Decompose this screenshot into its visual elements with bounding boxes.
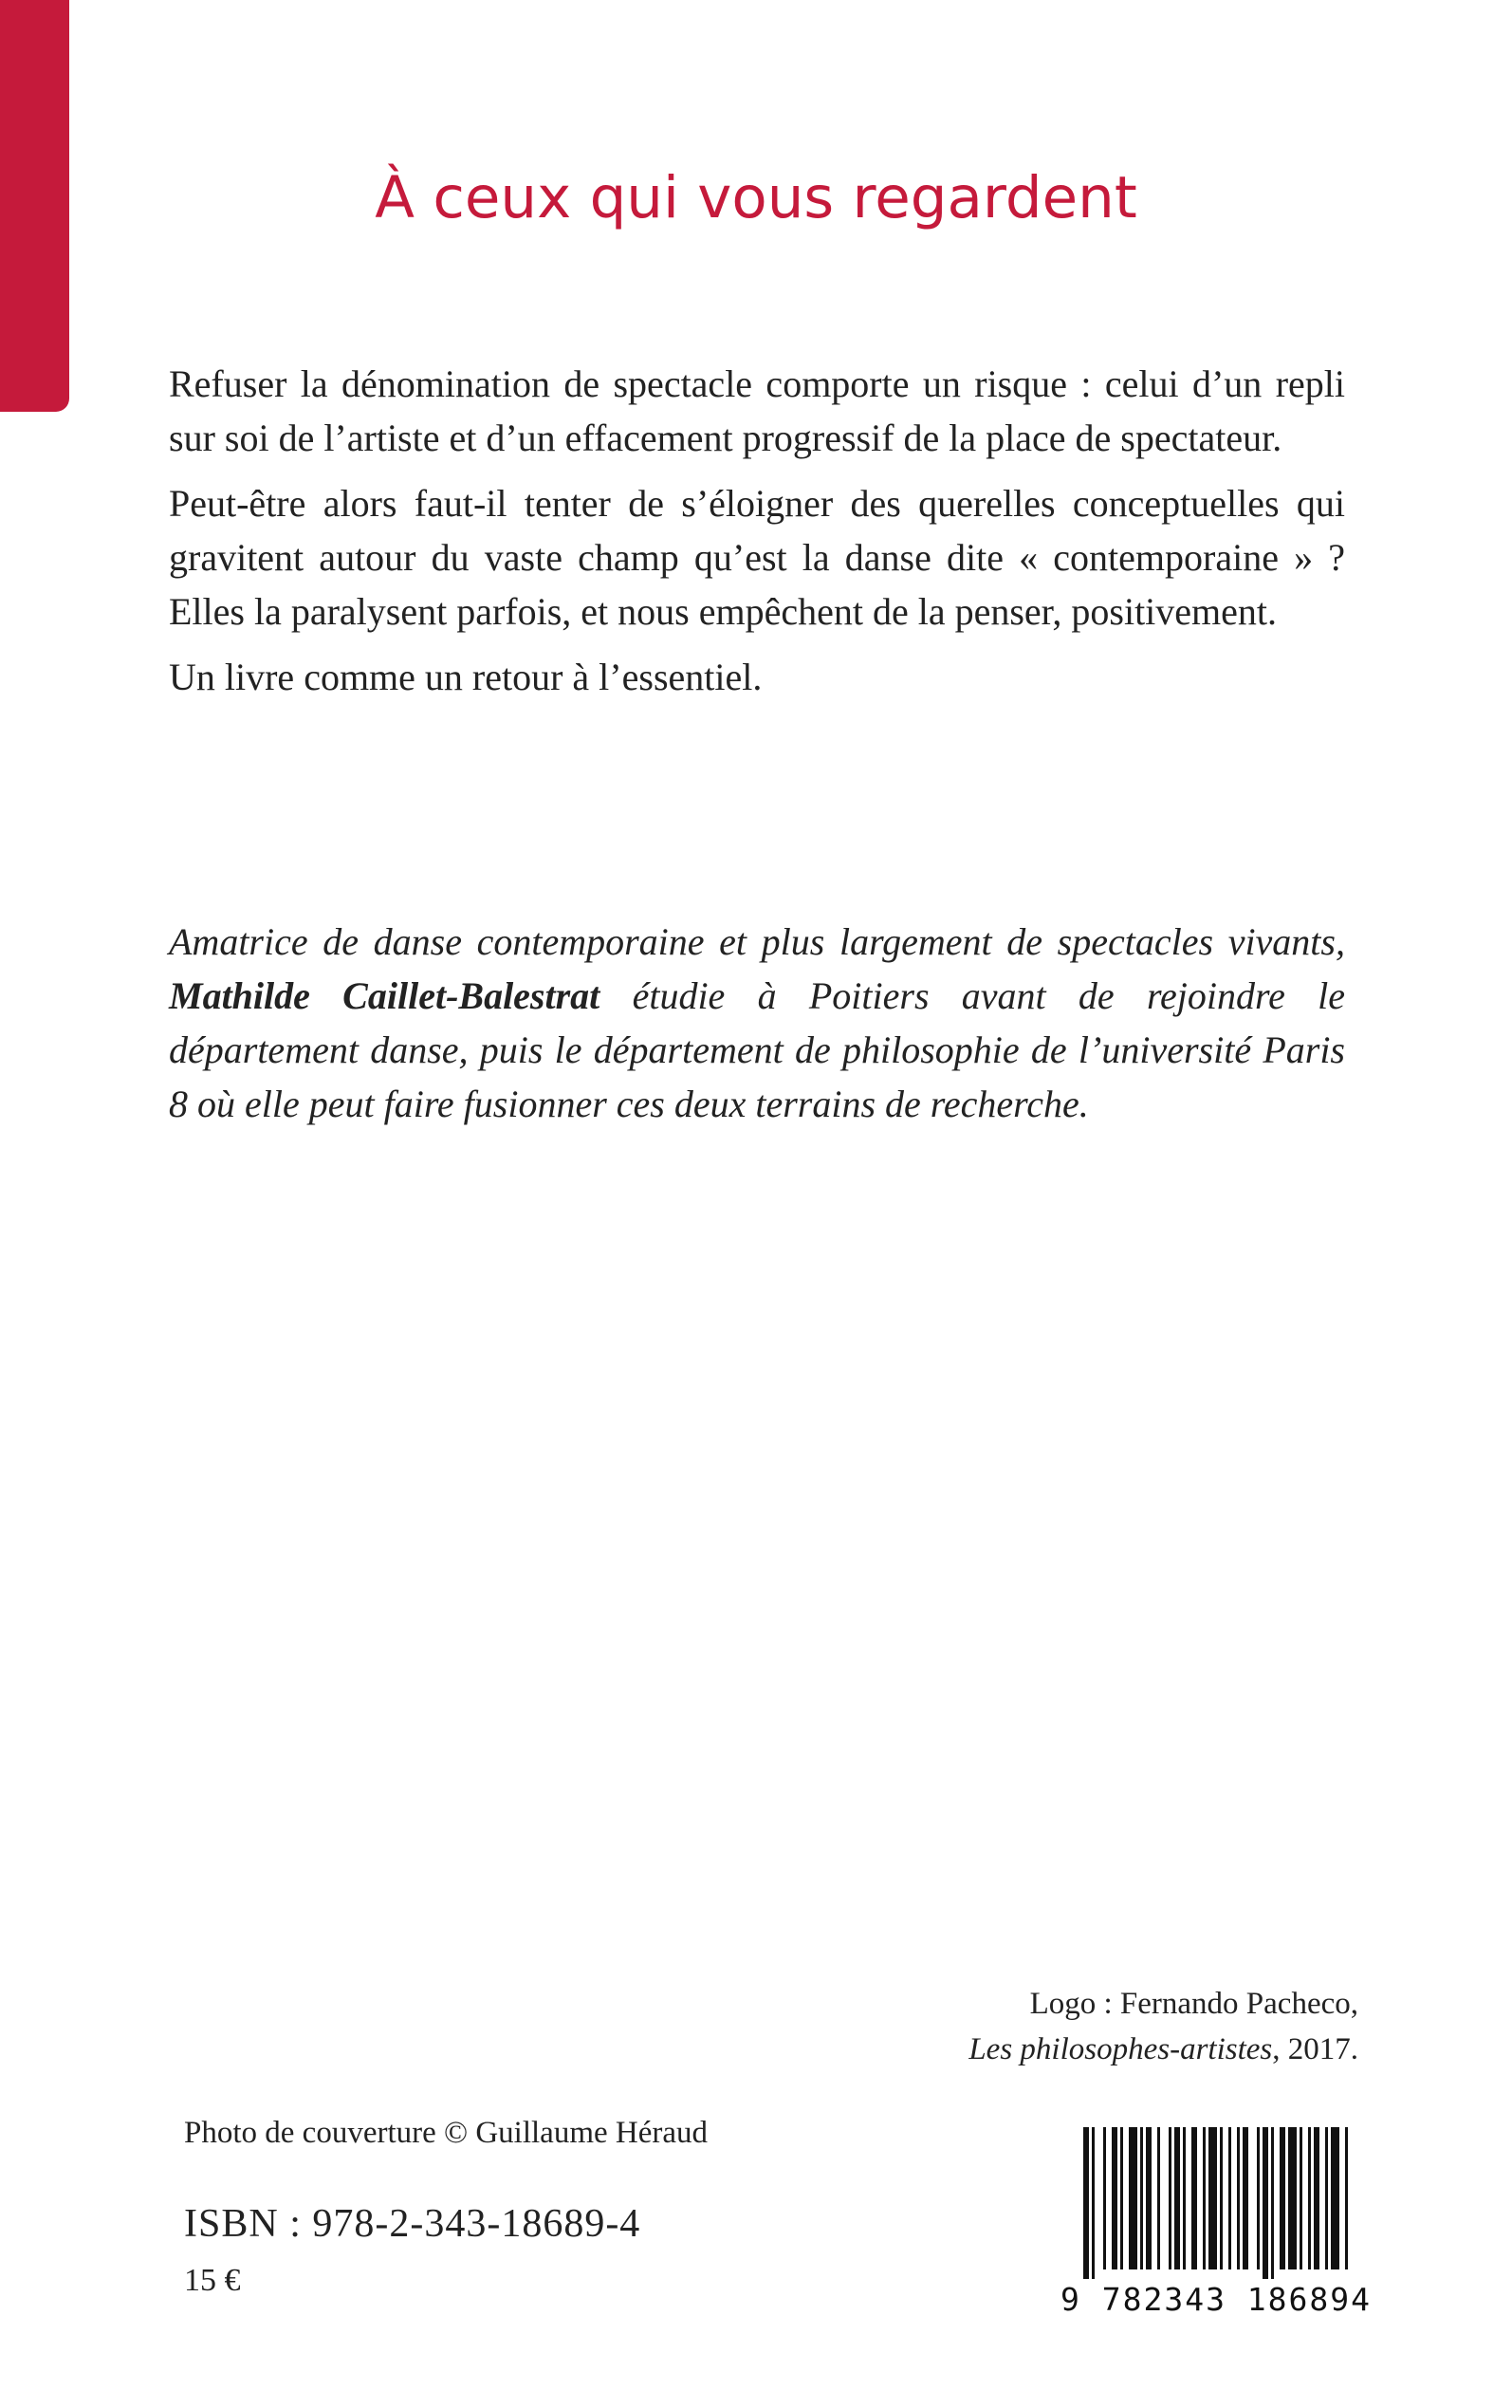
isbn: ISBN : 978-2-343-18689-4 <box>184 2202 641 2246</box>
back-cover-blurb <box>169 357 1345 715</box>
barcode-bar <box>1129 2127 1137 2269</box>
barcode-bar <box>1314 2127 1319 2269</box>
logo-credit-work-line <box>968 2027 1358 2072</box>
photo-credit: Photo de couverture © Guillaume Héraud <box>184 2116 708 2150</box>
barcode-bar <box>1174 2127 1180 2269</box>
barcode-digits: 9 782343 186894 <box>1060 2281 1373 2318</box>
barcode-bar <box>1263 2127 1268 2279</box>
blurb-paragraph-1: Refuser la dénomination de spectacle comporte un risque : celui d’un repli sur soi de l’artiste et d’un effacement progressif de la place de spectateur. <box>169 362 1345 459</box>
barcode-bar <box>1257 2127 1260 2269</box>
barcode-bar <box>1208 2127 1217 2269</box>
logo-credit-line: Logo : Fernando Pacheco, <box>1029 1987 1358 2021</box>
barcode-bar <box>1228 2127 1231 2269</box>
barcode-bar <box>1288 2127 1297 2269</box>
barcode-bar <box>1280 2127 1285 2269</box>
book-title: À ceux qui vous regardent <box>375 164 1137 232</box>
barcode-bar <box>1157 2127 1160 2269</box>
barcode <box>1060 2123 1373 2325</box>
barcode-bar <box>1325 2127 1328 2269</box>
price: 15 € <box>184 2263 241 2298</box>
barcode-bar <box>1308 2127 1311 2269</box>
barcode-bars <box>1060 2123 1358 2279</box>
logo-credit-work: Les philosophes-artistes <box>968 2032 1273 2066</box>
barcode-bar <box>1331 2127 1339 2269</box>
barcode-bar <box>1203 2127 1206 2269</box>
barcode-bar <box>1169 2127 1171 2269</box>
bio-rest: étudie à Poitiers avant de rejoindre le département danse, puis le département de philosophie de l’université Paris 8 où elle peut faire fusionner ces deux terrains de recherche. <box>169 974 1345 1125</box>
barcode-bar <box>1191 2127 1197 2269</box>
barcode-bar <box>1140 2127 1143 2269</box>
barcode-bar <box>1271 2127 1274 2279</box>
barcode-bar <box>1220 2127 1223 2269</box>
author-name: Mathilde Caillet-Balestrat <box>169 974 600 1017</box>
logo-credit-year: , 2017. <box>1272 2032 1358 2066</box>
barcode-bar <box>1243 2127 1248 2269</box>
barcode-bar <box>1103 2127 1106 2269</box>
barcode-bar <box>1146 2127 1152 2269</box>
author-bio <box>169 915 1345 1131</box>
blurb-paragraph-3: Un livre comme un retour à l’essentiel. <box>169 656 763 698</box>
barcode-bar <box>1183 2127 1186 2269</box>
barcode-bar <box>1083 2127 1089 2279</box>
barcode-bar <box>1120 2127 1123 2269</box>
barcode-bar <box>1345 2127 1348 2269</box>
barcode-bar <box>1092 2127 1095 2279</box>
barcode-bar <box>1300 2127 1302 2269</box>
bio-intro: Amatrice de danse contemporaine et plus largement de spectacles vivants, <box>169 920 1345 963</box>
logo-credit <box>968 1981 1358 2072</box>
barcode-bar <box>1112 2127 1117 2269</box>
blurb-paragraph-2: Peut-être alors faut-il tenter de s’éloigner des querelles conceptuelles qui gravitent autour du vaste champ qu’est la danse dite « contemporaine » ? Elles la paralysent parfois, et nous empêchent de la penser, positivement. <box>169 482 1345 633</box>
barcode-bar <box>1237 2127 1240 2269</box>
